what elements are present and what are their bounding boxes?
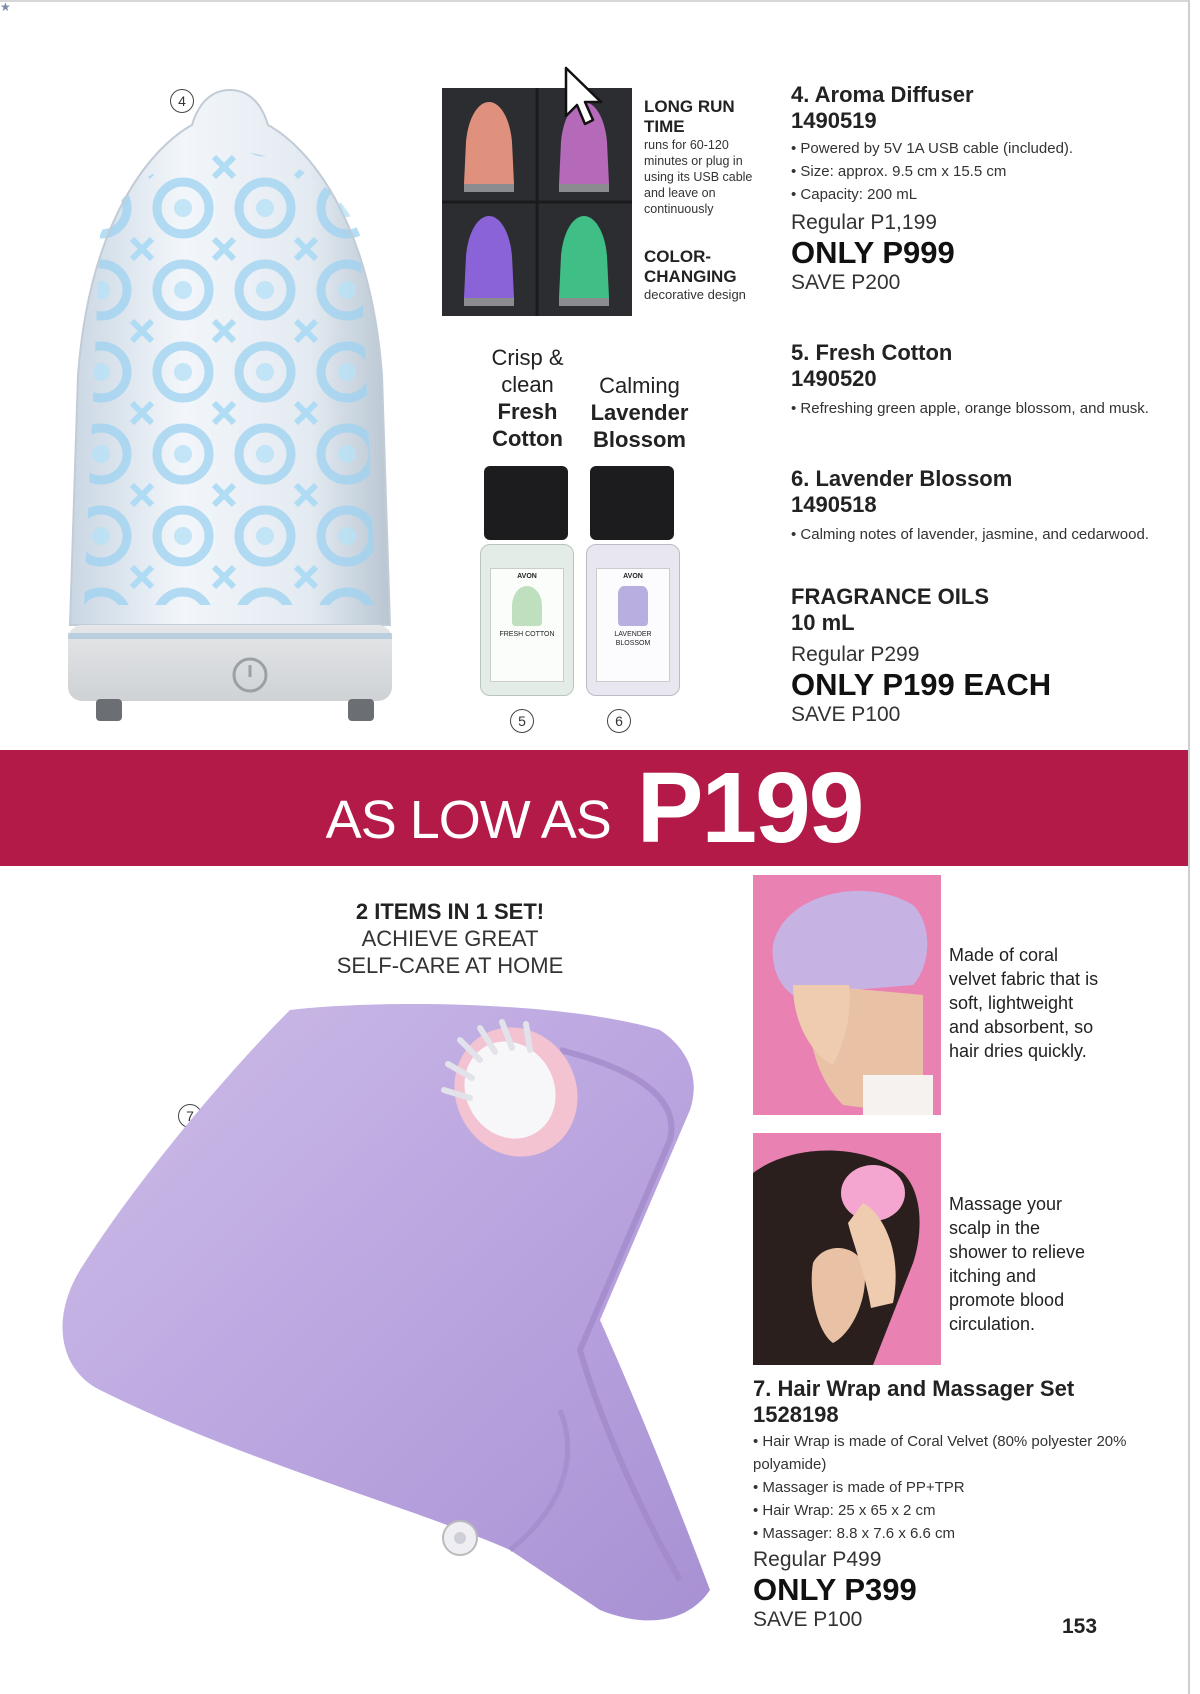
item-marker-7: 7 bbox=[178, 1104, 202, 1128]
lavender-code: 1490518 bbox=[791, 492, 877, 517]
diffuser-regular-price: Regular P1,199 bbox=[791, 211, 937, 234]
page-number: 153 bbox=[1062, 1615, 1098, 1638]
fresh-cotton-info bbox=[791, 340, 1151, 421]
diffuser-code: 1490519 bbox=[791, 108, 877, 133]
hairwrap-title: 7. Hair Wrap and Massager Set bbox=[753, 1376, 1075, 1401]
hairwrap-bullet: • Hair Wrap is made of Coral Velvet (80% polyester 20% polyamide) bbox=[753, 1433, 1127, 1473]
set-headline-3: SELF-CARE AT HOME bbox=[336, 953, 564, 978]
oils-regular-price: Regular P299 bbox=[791, 643, 920, 666]
feature-color-title: COLOR-CHANGING bbox=[644, 247, 737, 286]
diffuser-bullet: • Powered by 5V 1A USB cable (included). bbox=[791, 140, 1074, 157]
item-marker-6: 6 bbox=[607, 709, 631, 733]
page-border-right bbox=[1188, 0, 1190, 1694]
fresh-cotton-bottle-image bbox=[480, 466, 572, 696]
banner-prefix: AS LOW AS bbox=[325, 790, 611, 850]
feature-color-changing bbox=[644, 247, 774, 303]
hairwrap-code: 1528198 bbox=[753, 1402, 839, 1427]
item-marker-5: 5 bbox=[510, 709, 534, 733]
diffuser-savings: SAVE P200 bbox=[791, 271, 901, 294]
fresh-cotton-pre: Crisp & clean bbox=[491, 345, 564, 397]
lavender-bullet: • Calming notes of lavender, jasmine, and cedarwood. bbox=[791, 526, 1149, 543]
lavender-blossom-info bbox=[791, 466, 1151, 547]
fresh-cotton-label bbox=[470, 344, 585, 452]
hairwrap-sale-price: ONLY P399 bbox=[753, 1572, 917, 1607]
page-border-top bbox=[0, 0, 1190, 2]
scalp-massager-illustration bbox=[753, 1133, 941, 1365]
hairwrap-regular-price: Regular P499 bbox=[753, 1548, 882, 1571]
lavender-name: Lavender Blossom bbox=[590, 400, 689, 452]
fresh-title: 5. Fresh Cotton bbox=[791, 340, 953, 365]
lavender-title: 6. Lavender Blossom bbox=[791, 466, 1013, 491]
bookmark-icon[interactable]: ★ bbox=[0, 0, 11, 14]
feature-long-run-desc: runs for 60-120 minutes or plug in using its USB cable and leave on continuously bbox=[644, 138, 753, 216]
banner-price: P199 bbox=[636, 751, 863, 864]
item-marker-4: 4 bbox=[170, 89, 194, 113]
price-banner bbox=[0, 750, 1188, 866]
diffuser-bullet: • Size: approx. 9.5 cm x 15.5 cm bbox=[791, 163, 1007, 180]
oils-savings: SAVE P100 bbox=[791, 703, 901, 726]
set-headline-1: 2 ITEMS IN 1 SET! bbox=[355, 899, 545, 924]
hairwrap-bullet: • Massager is made of PP+TPR bbox=[753, 1479, 965, 1496]
set-headline-2: ACHIEVE GREAT bbox=[361, 926, 539, 951]
fresh-bottle-brand: AVON bbox=[517, 573, 537, 580]
aroma-diffuser-image bbox=[60, 85, 430, 735]
oils-title: FRAGRANCE OILS bbox=[791, 584, 989, 609]
diffuser-title: 4. Aroma Diffuser bbox=[791, 82, 974, 107]
scalp-massager-model-photo bbox=[753, 1133, 941, 1365]
lavender-pre: Calming bbox=[599, 373, 680, 398]
massager-caption: Massage your scalp in the shower to relieve itching and promote blood circulation. bbox=[949, 1194, 1086, 1334]
lavender-bottle-name: LAVENDER BLOSSOM bbox=[614, 631, 652, 647]
lavender-bottle-brand: AVON bbox=[623, 573, 643, 580]
hair-wrap-product-info bbox=[753, 1376, 1133, 1633]
fresh-bullet: • Refreshing green apple, orange blossom, and musk. bbox=[791, 400, 1149, 417]
fresh-bottle-name: FRESH COTTON bbox=[499, 631, 555, 638]
set-headline bbox=[290, 898, 610, 979]
lavender-blossom-label bbox=[582, 372, 697, 453]
hairwrap-bullet: • Massager: 8.8 x 7.6 x 6.6 cm bbox=[753, 1525, 956, 1542]
hair-wrap-caption: Made of coral velvet fabric that is soft, lightweight and absorbent, so hair dries quickly. bbox=[949, 945, 1099, 1061]
hair-wrap-towel-image bbox=[40, 990, 730, 1640]
diffuser-product-info bbox=[791, 82, 1151, 296]
diffuser-sale-price: ONLY P999 bbox=[791, 235, 955, 270]
diffuser-bullet: • Capacity: 200 mL bbox=[791, 186, 918, 203]
hairwrap-savings: SAVE P100 bbox=[753, 1608, 863, 1631]
fragrance-oils-info bbox=[791, 584, 1171, 728]
oils-sale-price: ONLY P199 EACH bbox=[791, 667, 1052, 702]
feature-long-run-title: LONG RUN TIME bbox=[644, 97, 735, 136]
feature-long-run bbox=[644, 97, 774, 217]
fresh-code: 1490520 bbox=[791, 366, 877, 391]
feature-color-desc: decorative design bbox=[644, 287, 746, 302]
hairwrap-bullet: • Hair Wrap: 25 x 65 x 2 cm bbox=[753, 1502, 936, 1519]
hair-wrap-model-photo bbox=[753, 875, 941, 1115]
fresh-cotton-name: Fresh Cotton bbox=[492, 399, 563, 451]
lavender-blossom-bottle-image bbox=[586, 466, 678, 696]
oils-size: 10 mL bbox=[791, 610, 855, 635]
hair-wrap-model-illustration bbox=[753, 875, 941, 1115]
mouse-cursor-icon bbox=[563, 66, 607, 128]
